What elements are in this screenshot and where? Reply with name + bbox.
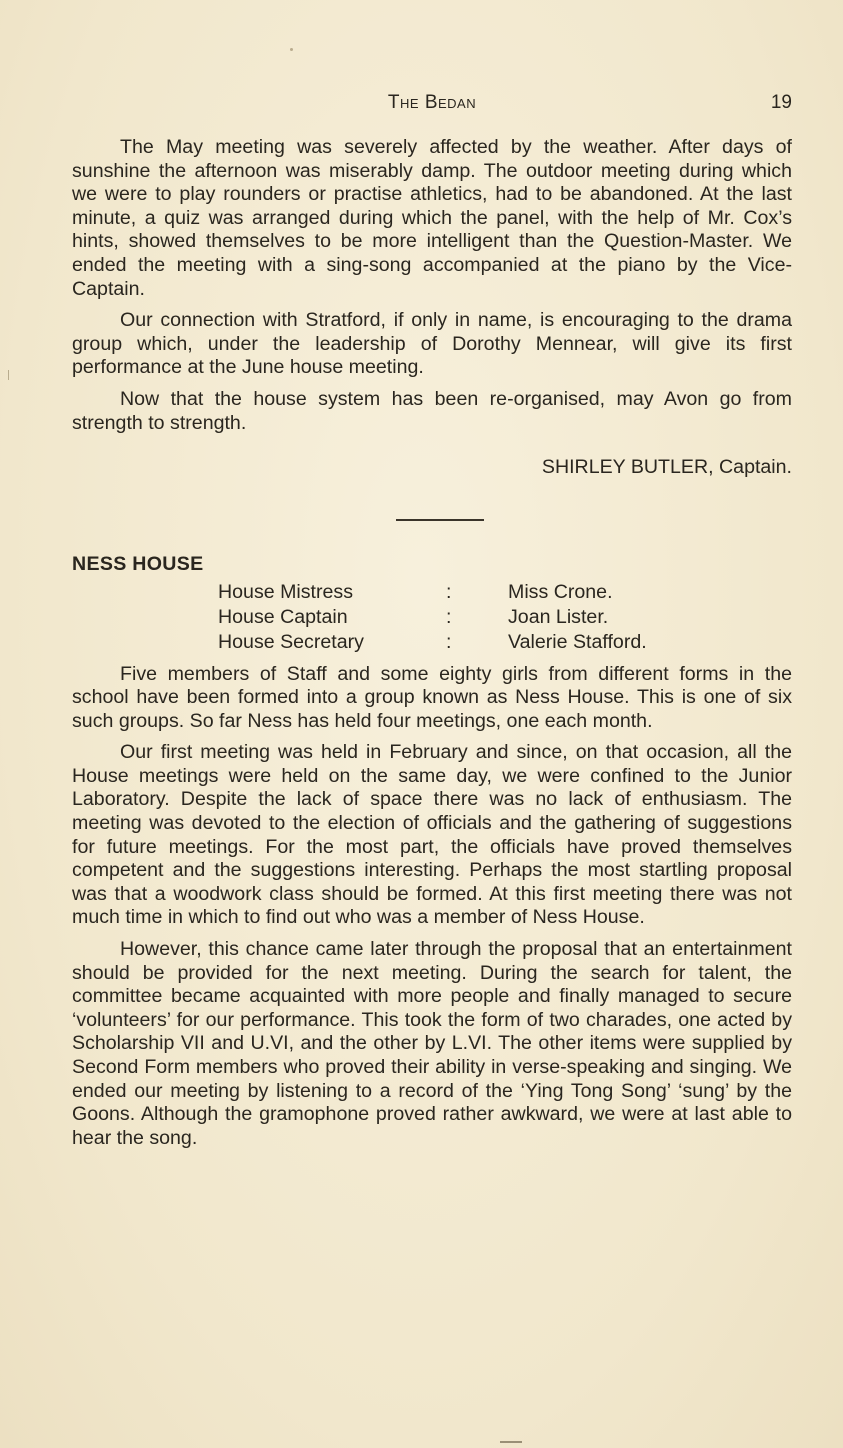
body-paragraph: Our first meeting was held in February and since, on that occasion, all the House meetings were held on the same day, we were confined to the Junior Laboratory. Despite the lack of space there was no lack of enthusiasm. The meeting was devoted to the election of officials and the gathering of suggestions for future meetings. For the most part, the officials have proved themselves competent and the suggestions interesting. Perhaps the most startling proposal was that a woodwork class should be formed. At this first meeting there was not much time in which to find out who was a member of Ness House. bbox=[72, 741, 792, 929]
officer-name: Joan Lister. bbox=[508, 605, 609, 628]
officer-role: House Captain bbox=[218, 605, 348, 628]
bottom-edge-mark bbox=[500, 1441, 522, 1443]
officer-separator: : bbox=[446, 605, 452, 628]
ness-house-section bbox=[72, 553, 792, 1151]
journal-title: The Bedan bbox=[387, 92, 477, 113]
page-number: 19 bbox=[770, 92, 792, 113]
avon-house-section bbox=[72, 136, 792, 479]
officer-separator: : bbox=[446, 580, 452, 603]
body-paragraph: The May meeting was severely affected by the weather. After days of sunshine the afternoon was miserably damp. The outdoor meeting during which we were to play rounders or practise athletics, had to be abandoned. At the last minute, a quiz was arranged during which the panel, with the help of Mr. Cox’s hints, showed themselves to be more intelligent than the Question-Master. We ended the meeting with a sing-song accompanied at the piano by the Vice-Captain. bbox=[72, 136, 792, 300]
section-divider bbox=[396, 519, 484, 520]
officer-name: Miss Crone. bbox=[508, 580, 613, 603]
document-page bbox=[72, 92, 792, 1158]
body-paragraph: However, this chance came later through the proposal that an entertainment should be provided for the next meeting. During the search for talent, the committee became acquainted with more people and finally managed to secure ‘volunteers’ for our performance. This took the form of two charades, one acted by Scholarship VII and U.VI, and the other by L.VI. The other items were supplied by Second Form members who proved their ability in verse-speaking and singing. We ended our meeting by listening to a record of the ‘Ying Tong Song’ ‘sung’ by the Goons. Although the gramophone proved rather awkward, we were at last able to hear the song. bbox=[72, 938, 792, 1149]
officer-role: House Secretary bbox=[218, 630, 364, 653]
officer-separator: : bbox=[446, 630, 452, 653]
body-paragraph: Now that the house system has been re-organised, may Avon go from strength to strength. bbox=[72, 387, 792, 434]
paper-speck bbox=[290, 48, 293, 51]
captain-signature: SHIRLEY BUTLER, Captain. bbox=[541, 456, 792, 479]
body-paragraph: Five members of Staff and some eighty girls from different forms in the school have been formed into a group known as Ness House. This is one of six such groups. So far Ness has held four meetings, one each month. bbox=[72, 662, 792, 732]
house-officers-list bbox=[218, 580, 647, 655]
officer-row bbox=[218, 580, 647, 605]
section-heading: NESS HOUSE bbox=[72, 552, 204, 575]
running-header bbox=[72, 92, 792, 122]
margin-mark bbox=[8, 370, 9, 380]
officer-row bbox=[218, 630, 647, 655]
officer-row bbox=[218, 605, 647, 630]
officer-name: Valerie Stafford. bbox=[508, 630, 647, 653]
officer-role: House Mistress bbox=[218, 580, 354, 603]
body-paragraph: Our connection with Stratford, if only in name, is encouraging to the drama group which, under the leadership of Dorothy Mennear, will give its first performance at the June house meeting. bbox=[72, 309, 792, 379]
